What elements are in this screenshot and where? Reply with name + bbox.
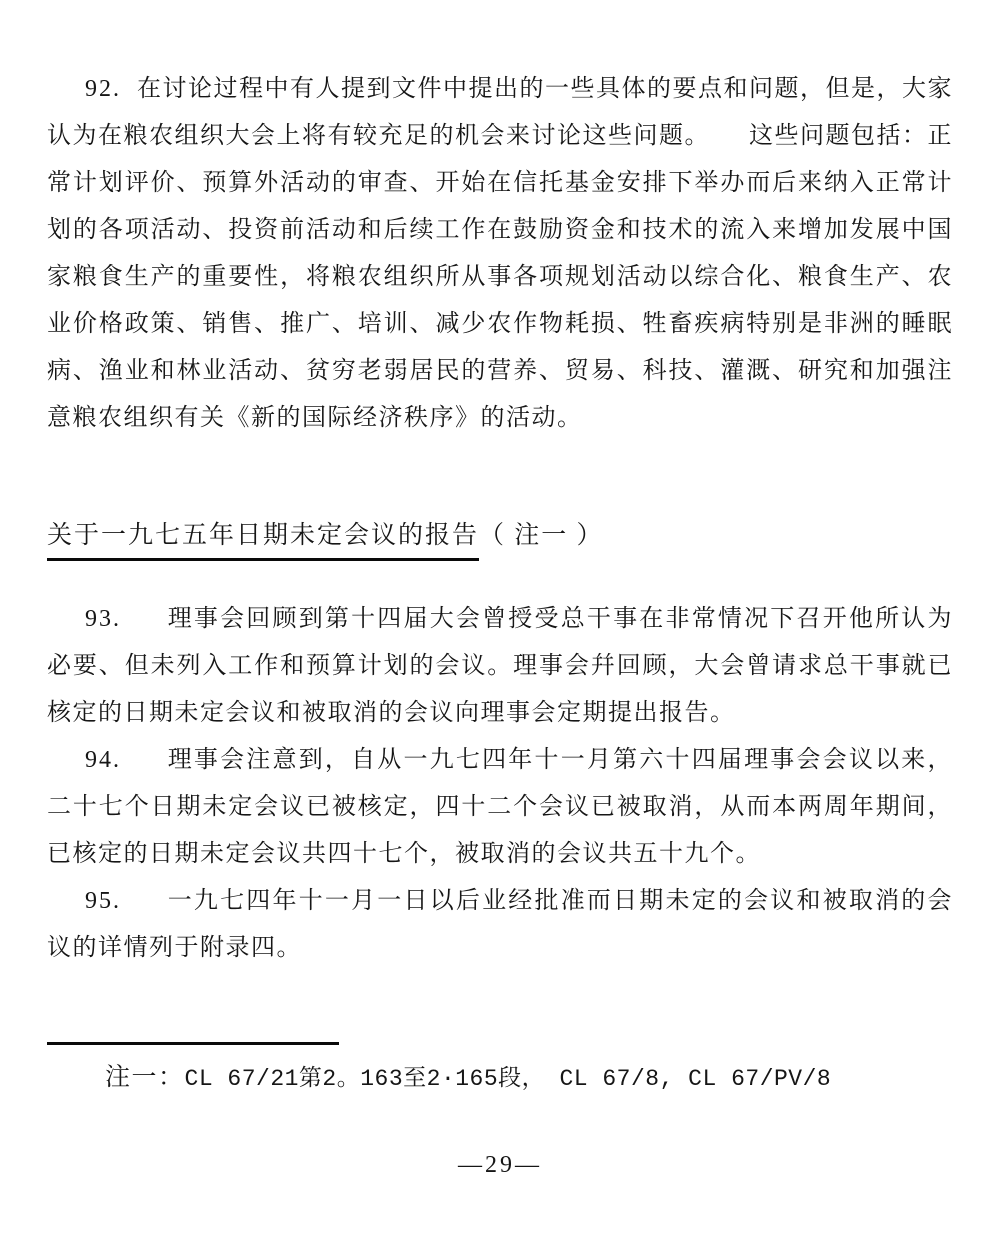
paragraph-95-number: 95.	[85, 888, 121, 914]
page-content	[0, 66, 1000, 1179]
paragraph-92-number: 92.	[85, 76, 121, 102]
paragraph-94-text: 理事会注意到，自从一九七四年十一月第六十四届理事会会议以来，二十七个日期未定会议已被核定，四十二个会议已被取消，从而本两周年期间，已核定的日期未定会议共四十七个，被取消的会议共五十九个。	[47, 747, 953, 867]
paragraph-95	[47, 878, 953, 972]
footnote-separator-rule	[47, 1042, 339, 1045]
paragraph-93	[47, 596, 953, 737]
paragraph-95-text: 一九七四年十一月一日以后业经批准而日期未定的会议和被取消的会议的详情列于附录四。	[47, 888, 953, 961]
paragraph-94	[47, 737, 953, 878]
paragraph-93-number: 93.	[85, 606, 121, 632]
section-heading-note-reference: （ 注一 ）	[479, 522, 604, 549]
footnote	[47, 1057, 953, 1100]
paragraph-93-text: 理事会回顾到第十四届大会曾授受总干事在非常情况下召开他所认为必要、但未列入工作和预算计划的会议。理事会幷回顾，大会曾请求总干事就已核定的日期未定会议和被取消的会议向理事会定期提出报告。	[47, 606, 953, 726]
section-heading-underlined-text: 关于一九七五年日期未定会议的报告	[47, 522, 479, 561]
paragraph-94-number: 94.	[85, 747, 121, 773]
paragraph-92-text: 在讨论过程中有人提到文件中提出的一些具体的要点和问题，但是，大家认为在粮农组织大会上将有较充足的机会来讨论这些问题。 这些问题包括：正常计划评价、预算外活动的审查、开始在信托基金安排下举办而后来纳入正常计划的各项活动、投资前活动和后续工作在鼓励资金和技术的流入来增加发展中国家粮食生产的重要性，将粮农组织所从事各项规划活动以综合化、粮食生产、农业价格政策、销售、推广、培训、减少农作物耗损、牲畜疾病特别是非洲的睡眠病、渔业和林业活动、贫穷老弱居民的营养、贸易、科技、灌溉、研究和加强注意粮农组织有关《新的国际经济秩序》的活动。	[47, 76, 953, 431]
footnote-label: 注一：	[105, 1064, 185, 1091]
footnote-text: CL 67/21第2。163至2·165段， CL 67/8, CL 67/PV/8	[184, 1066, 832, 1092]
page-number: —29—	[458, 1152, 542, 1178]
paragraph-92	[47, 66, 953, 442]
section-heading	[47, 516, 953, 556]
